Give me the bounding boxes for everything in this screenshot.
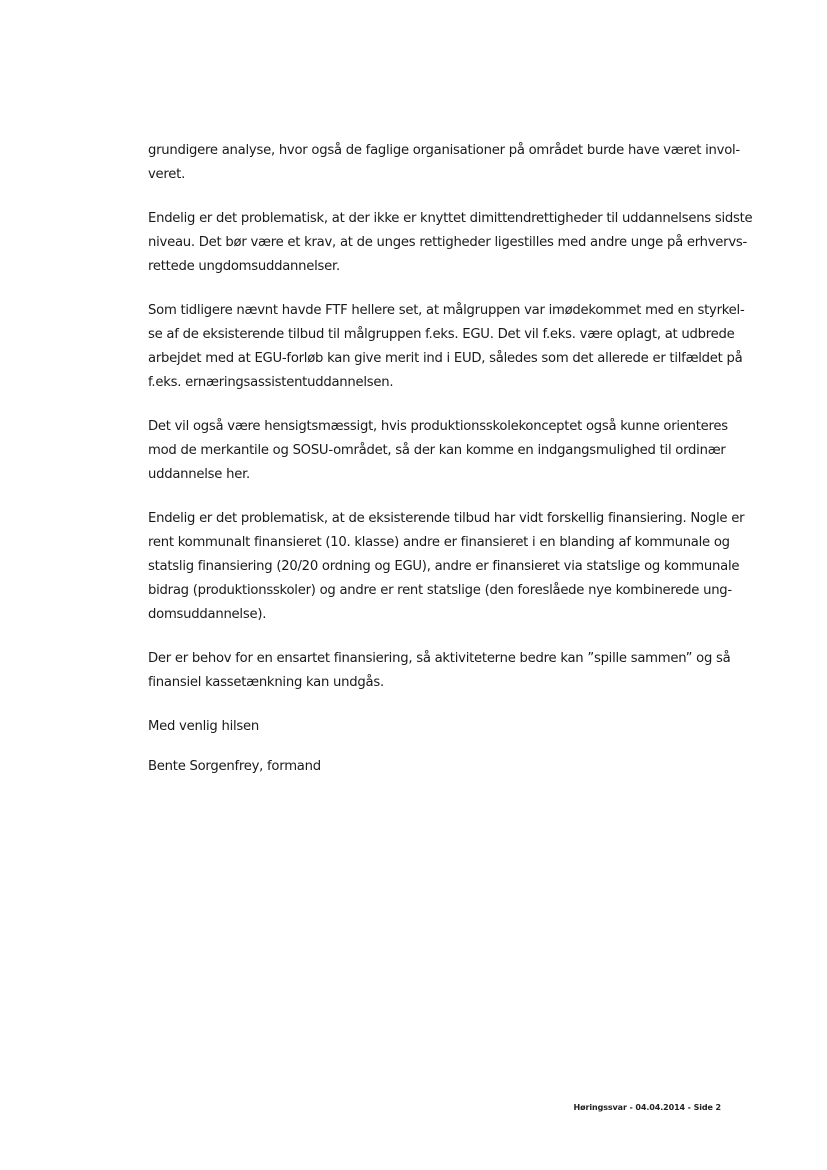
page-footer: Høringssvar - 04.04.2014 - Side 2: [573, 1103, 721, 1112]
text-line: finansiel kassetænkning kan undgås.: [148, 675, 384, 690]
text-line: rent kommunalt finansieret (10. klasse) andre er finansieret i en blanding af kommunale og: [148, 535, 730, 550]
text-line: uddannelse her.: [148, 467, 250, 482]
text-line: Endelig er det problematisk, at der ikke er knyttet dimittendrettigheder til uddannelsens sidste: [148, 211, 753, 226]
text-line: veret.: [148, 167, 186, 182]
paragraph-3: [148, 299, 745, 395]
signature: Bente Sorgenfrey, formand: [148, 759, 321, 774]
text-line: f.eks. ernæringsassistentuddannelsen.: [148, 375, 394, 390]
text-line: grundigere analyse, hvor også de faglige organisationer på området burde have været invol-: [148, 143, 740, 158]
text-line: niveau. Det bør være et krav, at de unges rettigheder ligestilles med andre unge på erhvervs-: [148, 235, 748, 250]
text-line: Endelig er det problematisk, at de eksisterende tilbud har vidt forskellig finansiering. Nogle er: [148, 511, 745, 526]
closing-greeting: Med venlig hilsen: [148, 719, 259, 734]
text-line: Der er behov for en ensartet finansiering, så aktiviteterne bedre kan ”spille sammen” og så: [148, 651, 731, 666]
paragraph-6: [148, 647, 731, 695]
text-line: statslig finansiering (20/20 ordning og EGU), andre er finansieret via statslige og kommunale: [148, 559, 740, 574]
text-line: Som tidligere nævnt havde FTF hellere set, at målgruppen var imødekommet med en styrkel-: [148, 303, 745, 318]
text-line: domsuddannelse).: [148, 607, 267, 622]
text-line: Det vil også være hensigtsmæssigt, hvis produktionsskolekonceptet også kunne orienteres: [148, 419, 728, 434]
text-line: se af de eksisterende tilbud til målgruppen f.eks. EGU. Det vil f.eks. være oplagt, at udbrede: [148, 327, 735, 342]
letter-body: [148, 139, 753, 795]
text-line: arbejdet med at EGU-forløb kan give merit ind i EUD, således som det allerede er tilfældet på: [148, 351, 743, 366]
paragraph-1: [148, 139, 740, 187]
text-line: mod de merkantile og SOSU-området, så der kan komme en indgangsmulighed til ordinær: [148, 443, 726, 458]
paragraph-4: [148, 415, 728, 487]
paragraph-5: [148, 507, 745, 627]
text-line: rettede ungdomsuddannelser.: [148, 259, 340, 274]
paragraph-2: [148, 207, 753, 279]
text-line: bidrag (produktionsskoler) og andre er rent statslige (den foreslåede nye kombinerede ung-: [148, 583, 732, 598]
